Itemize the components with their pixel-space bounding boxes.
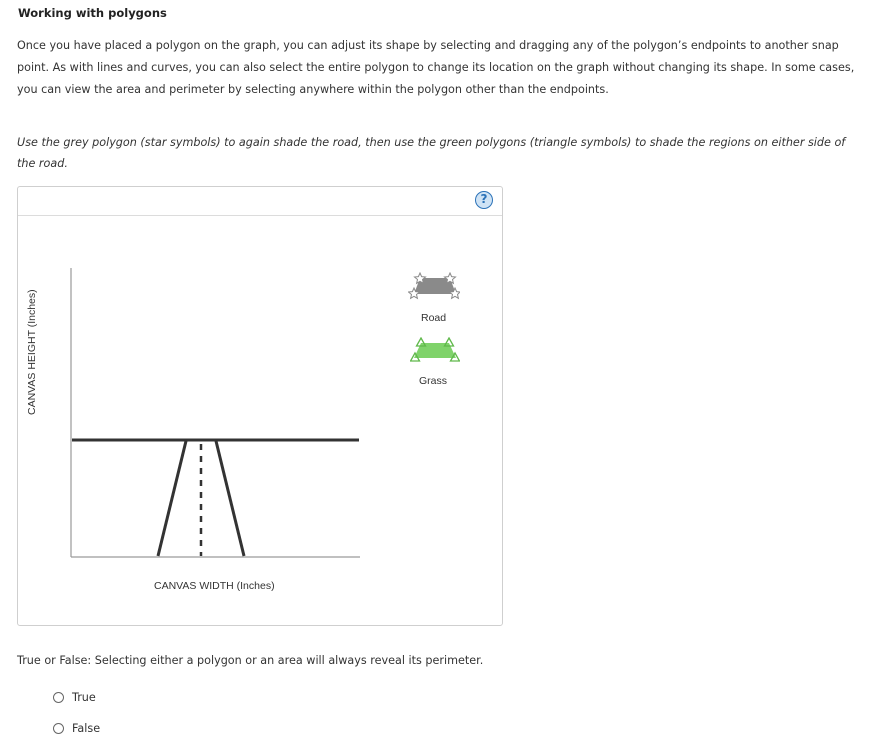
intro-paragraph: Once you have placed a polygon on the graph, you can adjust its shape by selecting and dragging any of the polygon’s endpoints to another snap point. As with lines and curves, you can also select the entire polygon to change its location on the graph without changing its shape. In some cases, you can view the area and perimeter by selecting anywhere within the polygon other than the endpoints. — [17, 39, 855, 96]
help-icon[interactable]: ? — [475, 191, 493, 209]
instruction-text: Use the grey polygon (star symbols) to again shade the road, then use the green polygons (triangle symbols) to shade the regions on either side of the road. — [17, 136, 846, 170]
x-axis-label: CANVAS WIDTH (Inches) — [154, 580, 275, 592]
road-right-edge — [216, 441, 244, 556]
road-polygon-tool[interactable] — [408, 272, 460, 302]
road-tool-label: Road — [421, 312, 447, 324]
option-false-label: False — [72, 722, 101, 735]
option-true-label: True — [72, 691, 96, 704]
triangle-polygon-icon — [410, 337, 460, 363]
radio-true[interactable] — [53, 692, 64, 703]
question-text: True or False: Selecting either a polygon or an area will always reveal its perimeter. — [17, 654, 484, 667]
page-heading: Working with polygons — [18, 6, 167, 20]
option-true[interactable] — [53, 691, 96, 704]
y-axis-label: CANVAS HEIGHT (Inches) — [26, 289, 38, 415]
grass-tool-label: Grass — [419, 375, 448, 387]
radio-false[interactable] — [53, 723, 64, 734]
star-polygon-icon — [408, 272, 460, 302]
road-left-edge — [158, 441, 186, 556]
option-false[interactable] — [53, 722, 100, 735]
grass-polygon-tool[interactable] — [410, 337, 460, 363]
